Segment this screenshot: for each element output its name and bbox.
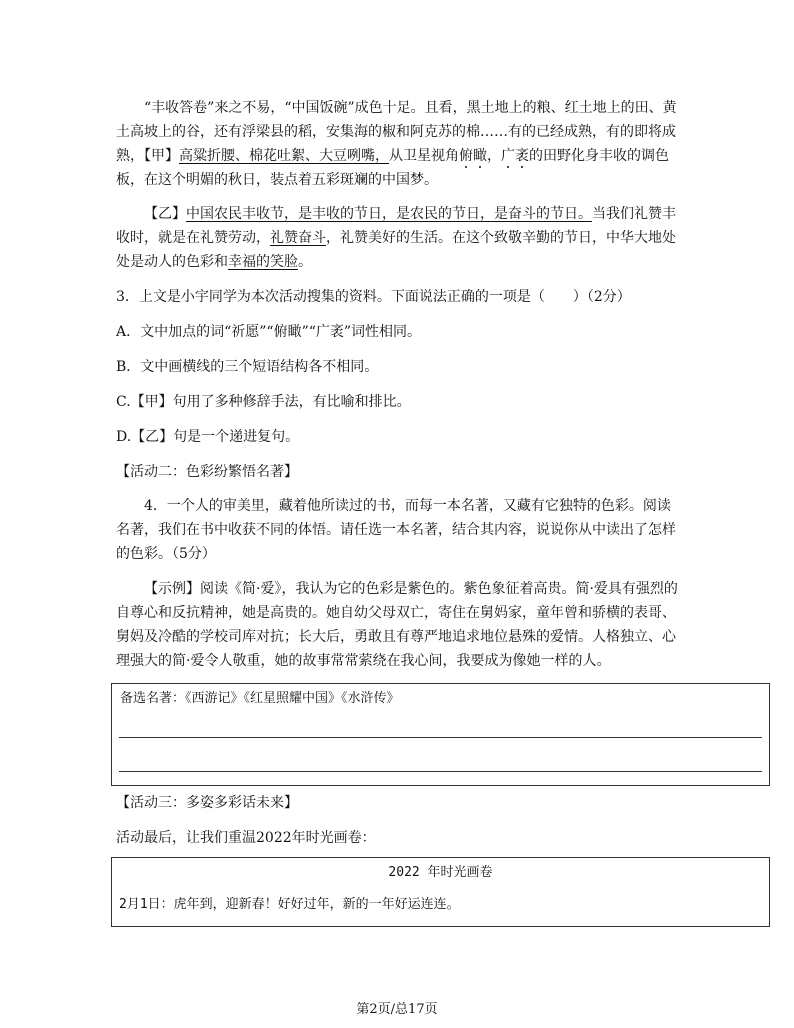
passage-paragraph-2: 【乙】中国农民丰收节，是丰收的节日，是农民的节日，是奋斗的节日。当我们礼赞丰收时，就是在礼赞劳动，礼赞奋斗，礼赞美好的生活。在这个致敬辛勤的节日，中华大地处处是动人的色彩和幸福的笑脸。 [116, 206, 676, 270]
closing-text: 活动最后，让我们重温2022年时光画卷： [116, 830, 376, 846]
option-a: A．文中加点的词“祈愿”“俯瞰”“广袤”词性相同。 [116, 324, 422, 340]
activity-3-heading: 【活动三：多姿多彩话未来】 [116, 795, 298, 811]
timeline-entry: 2月1日：虎年到，迎新春！好好过年，新的一年好运连连。 [119, 897, 460, 912]
timeline-box [111, 857, 770, 927]
answer-line[interactable] [119, 771, 762, 772]
answer-box [111, 683, 770, 786]
option-b: B．文中画横线的三个短语结构各不相同。 [116, 359, 379, 375]
page-footer: 第2页/总17页 [356, 1002, 438, 1017]
underlined-phrase-jia: 高粱折腰、棉花吐絮、大豆咧嘴， [179, 148, 389, 164]
passage-paragraph-1: “丰收答卷”来之不易，“中国饭碗”成色十足。且看，黑土地上的粮、红土地上的田、黄土高坡上的谷，还有浮梁县的稻，安集海的椒和阿克苏的棉……有的已经成熟，有的即将成熟，【甲】高粱折腰、棉花吐絮、大豆咧嘴，从卫星视角俯瞰，广袤的田野化身丰收的调色板，在这个明媚的秋日，装点着五彩斑斓的中国梦。 [116, 100, 677, 188]
underlined-phrase: 幸福的笑脸 [228, 254, 298, 270]
dotted-char: 瞰 [473, 148, 487, 164]
activity-2-heading: 【活动二：色彩纷繁悟名著】 [116, 464, 298, 480]
dotted-char: 广 [501, 148, 515, 164]
underlined-sentence-yi: 中国农民丰收节，是丰收的节日，是农民的节日，是奋斗的节日。 [186, 206, 592, 222]
question-4-example: 【示例】阅读《简·爱》，我认为它的色彩是紫色的。紫色象征着高贵。简·爱具有强烈的自尊心和反抗精神，她是高贵的。她自幼父母双亡，寄住在舅妈家，童年曾和骄横的表哥、舅妈及冷酷的学校司库对抗；长大后，勇敢且有尊严地追求地位悬殊的爱情。人格独立、心理强大的简·爱令人敬重，她的故事常常萦绕在我心间，我要成为像她一样的人。 [116, 581, 678, 669]
book-options-label: 备选名著：《西游记》《红星照耀中国》《水浒传》 [120, 691, 400, 706]
answer-line[interactable] [119, 737, 762, 738]
dotted-char: 袤 [515, 148, 529, 164]
underlined-phrase: 礼赞奋斗 [270, 230, 326, 246]
timeline-title: 2022 年时光画卷 [388, 865, 493, 880]
question-3-stem: 3．上文是小宇同学为本次活动搜集的资料。下面说法正确的一项是（ ）（2分） [116, 289, 631, 305]
option-d: D.【乙】句是一个递进复句。 [116, 429, 300, 445]
dotted-char: 俯 [459, 148, 473, 164]
question-4-stem: 4．一个人的审美里，藏着他所读过的书，而每一本名著，又藏有它独特的色彩。阅读名著，我们在书中收获不同的体悟。请任选一本名著，结合其内容，说说你从中读出了怎样的色彩。（5分） [116, 498, 676, 562]
option-c: C.【甲】句用了多种修辞手法，有比喻和排比。 [116, 394, 411, 410]
